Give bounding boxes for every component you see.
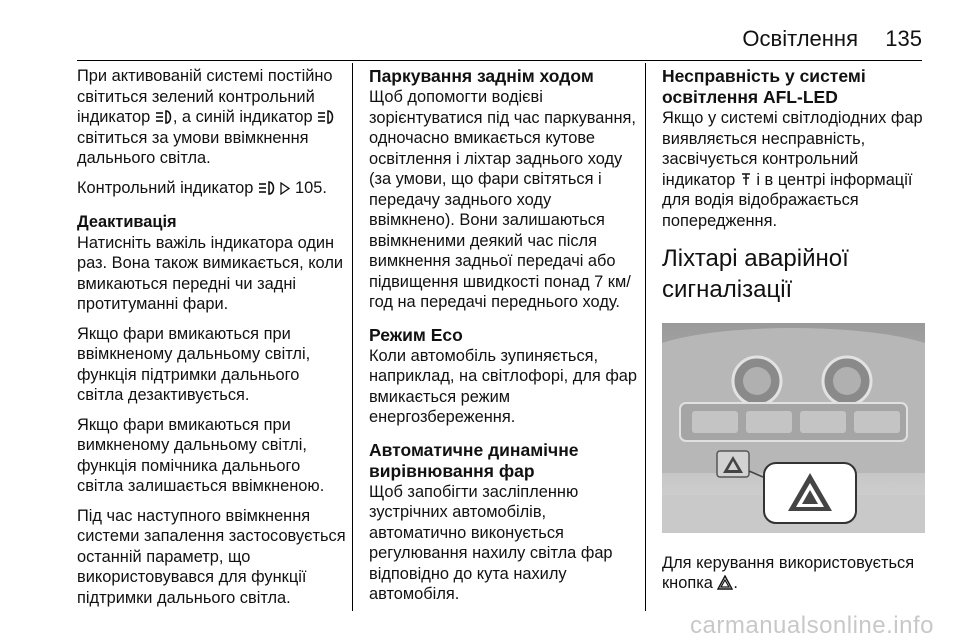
paragraph: Коли автомобіль зупиняється, наприклад, на світлофорі, для фар вмикається режим енергозбереження. — [369, 346, 638, 426]
text: Якщо у системі світлодіодних фар виявляється несправність, засвічується контрольний індикатор — [662, 109, 923, 189]
section-heading: Режим Eco — [369, 324, 463, 345]
header-rule — [77, 60, 922, 61]
page-number: 135 — [885, 26, 922, 51]
section-heading: Деактивація — [77, 213, 177, 231]
hazard-warning-icon — [717, 575, 733, 590]
high-beam-icon — [317, 110, 335, 124]
text: , а синій індикатор — [172, 108, 318, 126]
text: Для керування використовується кнопка — [662, 553, 915, 592]
paragraph — [77, 66, 347, 169]
section-heading: Несправність у системі освітлення AFL-LED — [662, 66, 866, 107]
high-beam-icon — [258, 181, 276, 195]
hazard-button-illustration — [662, 323, 925, 533]
paragraph: Якщо фари вмикаються при ввімкненому дальньому світлі, функція підтримки дальнього світла дезактивується. — [77, 324, 311, 404]
high-beam-icon — [155, 110, 173, 124]
text: світиться за умови ввімкнення дальнього світла. — [77, 128, 309, 167]
column-2 — [369, 66, 641, 614]
text: . — [733, 574, 738, 592]
section-title: Ліхтарі аварійної сигналізації — [662, 245, 849, 303]
paragraph: Щоб допомогти водієві зорієнтуватися під час паркування, одночасно вмикається кутове освітлення і ліхтар заднього ходу (за умови, що фари світяться і передачу заднього ходу ввімкнено). Вони залишаються ввімкненими деякий час після вимкнення задньої передачі або підвищення швидкості понад 7 км/год на передачі переднього ходу. — [369, 88, 636, 311]
paragraph: Під час наступного ввімкнення системи запалення застосовується останній параметр, що використовувався для функції підтримки дальнього світла. — [77, 506, 346, 607]
page-reference-link[interactable]: 105 — [295, 178, 323, 197]
page-reference-arrow-icon[interactable] — [280, 182, 290, 195]
section-heading: Автоматичне динамічне вирівнювання фар — [369, 439, 579, 481]
paragraph: Щоб запобігти засліпленню зустрічних автомобілів, автоматично виконується регулювання нахилу світла фар відповідно до кута нахилу автомобіля. — [369, 482, 613, 603]
section-heading: Паркування заднім ходом — [369, 66, 594, 86]
text: . — [322, 178, 327, 197]
headlight-fault-icon — [740, 172, 752, 187]
page-header — [0, 0, 960, 62]
paragraph — [77, 178, 347, 199]
paragraph — [662, 553, 930, 594]
column-divider — [645, 63, 646, 611]
text: При активованій системі постійно світиться зелений контрольний індикатор — [77, 67, 333, 126]
watermark: carmanualsonline.info — [690, 612, 934, 639]
column-divider — [352, 63, 353, 611]
column-1 — [77, 66, 347, 617]
paragraph: Натисніть важіль індикатора один раз. Вона також вимикається, коли вмикаються передні чи задні протитуманні фари. — [77, 233, 344, 313]
column-3 — [662, 66, 930, 603]
paragraph — [662, 108, 930, 231]
text: Контрольний індикатор — [77, 178, 258, 197]
text: і в центрі інформації для водія відображається попередження. — [662, 170, 913, 230]
page-title: Освітлення — [742, 26, 858, 51]
paragraph: Якщо фари вмикаються при вимкненому дальньому світлі, функція помічника дальнього світла залишається ввімкненою. — [77, 415, 325, 495]
